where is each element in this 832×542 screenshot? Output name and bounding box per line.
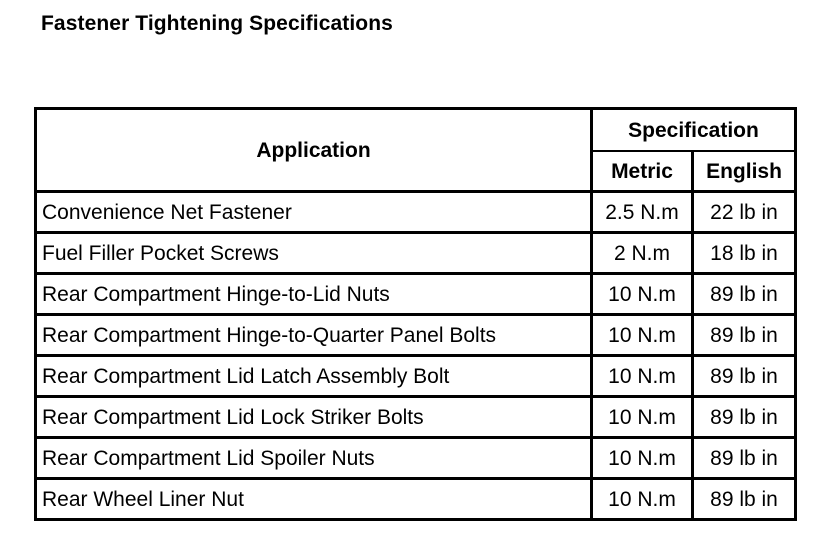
header-specification: Specification — [590, 110, 794, 150]
table-row — [37, 477, 794, 518]
row-application: Rear Compartment Lid Spoiler Nuts — [37, 436, 590, 477]
table-row — [37, 354, 794, 395]
row-english: 22 lb in — [691, 190, 794, 231]
row-metric: 10 N.m — [590, 272, 691, 313]
row-english: 89 lb in — [691, 354, 794, 395]
row-application: Fuel Filler Pocket Screws — [37, 231, 590, 272]
row-english: 89 lb in — [691, 436, 794, 477]
header-application: Application — [256, 138, 371, 162]
row-english: 18 lb in — [691, 231, 794, 272]
row-application: Rear Wheel Liner Nut — [37, 477, 590, 518]
page-title: Fastener Tightening Specifications — [41, 12, 393, 35]
row-english: 89 lb in — [691, 272, 794, 313]
row-application: Rear Compartment Hinge-to-Lid Nuts — [37, 272, 590, 313]
table-body — [37, 110, 794, 518]
row-english: 89 lb in — [691, 477, 794, 518]
table-row — [37, 395, 794, 436]
header-metric: Metric — [590, 150, 691, 190]
table-row — [37, 313, 794, 354]
row-application: Rear Compartment Lid Latch Assembly Bolt — [37, 354, 590, 395]
row-application: Rear Compartment Hinge-to-Quarter Panel Bolts — [37, 313, 590, 354]
table-row — [37, 190, 794, 231]
table-row — [37, 231, 794, 272]
table-row — [37, 272, 794, 313]
header-row-top — [37, 110, 794, 150]
fastener-spec-table — [34, 107, 797, 521]
row-metric: 10 N.m — [590, 436, 691, 477]
header-english: English — [691, 150, 794, 190]
table-row — [37, 436, 794, 477]
row-metric: 10 N.m — [590, 477, 691, 518]
row-application: Rear Compartment Lid Lock Striker Bolts — [37, 395, 590, 436]
row-metric: 2 N.m — [590, 231, 691, 272]
row-metric: 10 N.m — [590, 395, 691, 436]
row-application: Convenience Net Fastener — [37, 190, 590, 231]
row-metric: 10 N.m — [590, 354, 691, 395]
row-english: 89 lb in — [691, 313, 794, 354]
row-metric: 10 N.m — [590, 313, 691, 354]
row-english: 89 lb in — [691, 395, 794, 436]
row-metric: 2.5 N.m — [590, 190, 691, 231]
